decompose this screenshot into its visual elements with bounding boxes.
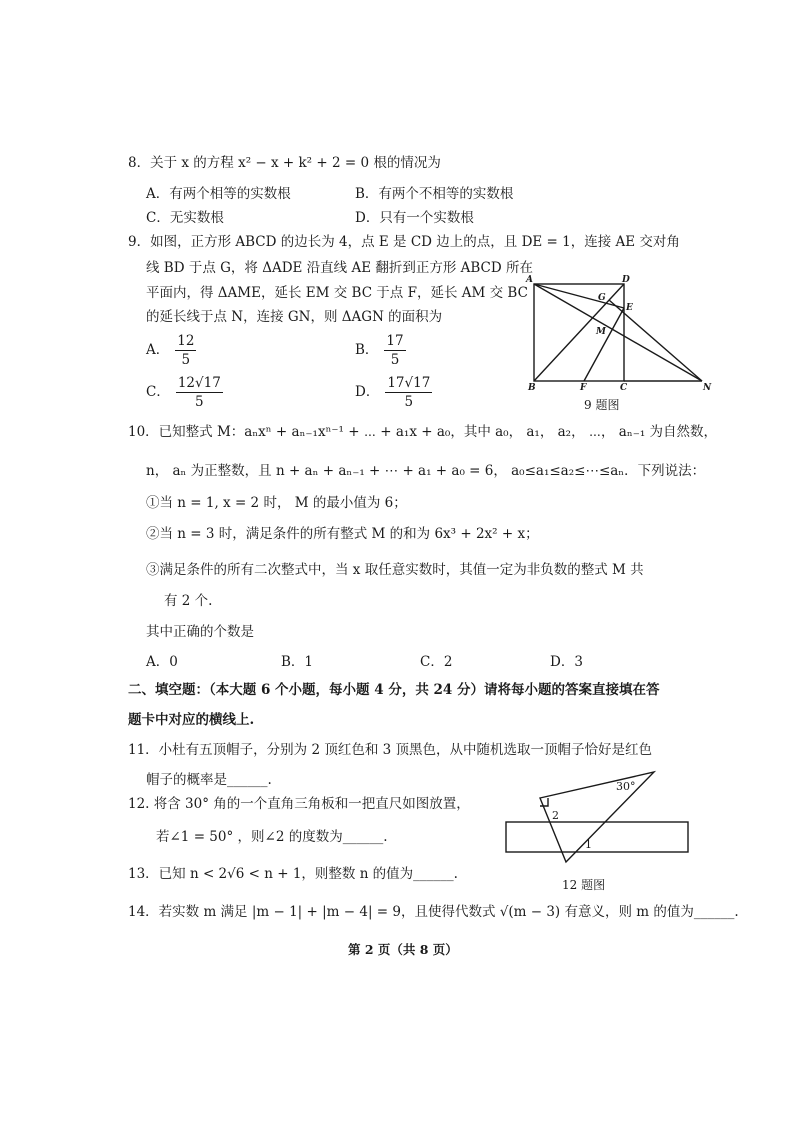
q9-option-a-fraction [175, 332, 196, 369]
q9-option-c-numerator: 12√17 [177, 375, 221, 391]
q12-angle-30-label: 30° [616, 780, 636, 793]
q9-option-a-label: A． [146, 342, 170, 358]
q8-option-b: B．有两个不相等的实数根 [355, 186, 514, 202]
label-c: C [620, 383, 628, 393]
q9-option-c-denominator: 5 [195, 394, 204, 410]
q14-line-1: 14．若实数 m 满足 |m − 1| + |m − 4| = 9，且使得代数式 √(m − 3) 有意义，则 m 的值为______. [128, 904, 739, 920]
q9-option-b-fraction [384, 332, 405, 369]
q9-option-d-numerator: 17√17 [387, 375, 431, 391]
q8-option-d: D．只有一个实数根 [355, 210, 474, 226]
q12-line-2: 若∠1 = 50° ，则∠2 的度数为______. [156, 829, 388, 845]
q9-option-c-label: C． [146, 384, 170, 400]
q9-line-1: 9．如图，正方形 ABCD 的边长为 4，点 E 是 CD 边上的点，且 DE = 1，连接 AE 交对角 [128, 234, 680, 250]
q8-option-a: A．有两个相等的实数根 [146, 186, 291, 202]
label-a: A [526, 275, 533, 285]
q9-option-d-fraction [385, 374, 432, 411]
q10-line-2: n， aₙ 为正整数，且 n + aₙ + aₙ₋₁ + ⋯ + a₁ + a₀ = 6， a₀≤a₁≤a₂≤⋯≤aₙ．下列说法： [146, 463, 706, 479]
segment-an [534, 284, 702, 381]
q9-geometry-figure [520, 272, 720, 394]
label-n: N [703, 383, 712, 393]
q9-option-d-denominator: 5 [404, 394, 414, 410]
q9-line-2: 线 BD 于点 G，将 ΔADE 沿直线 AE 翻折到正方形 ABCD 所在 [146, 260, 534, 276]
q10-line-1: 10．已知整式 M：aₙxⁿ + aₙ₋₁xⁿ⁻¹ + ⋯ + a₁x + a₀，其中 a₀， a₁， a₂， ⋯， aₙ₋₁ 为自然数， [128, 424, 718, 440]
q9-line-3: 平面内，得 ΔAME，延长 EM 交 BC 于点 F，延长 AM 交 BC [146, 285, 528, 301]
q9-option-b-denominator: 5 [390, 352, 400, 368]
q12-angle-1-label: 1 [585, 838, 592, 851]
q9-option-a-numerator: 12 [177, 333, 195, 349]
section-2-heading: 二、填空题：（本大题 6 个小题，每小题 4 分，共 24 分）请将每小题的答案直接填在答 [128, 682, 660, 698]
page-footer: 第 2 页（共 8 页） [348, 942, 458, 957]
section-2-heading-cont: 题卡中对应的横线上. [128, 712, 255, 728]
q11-line-2: 帽子的概率是______. [146, 772, 272, 788]
q12-line-1: 12. 将含 30° 角的一个直角三角板和一把直尺如图放置， [128, 796, 470, 812]
q9-figure-caption: 9 题图 [584, 398, 620, 412]
label-f: F [580, 383, 587, 393]
q9-option-a [146, 332, 196, 369]
q10-option-c: C．2 [420, 654, 453, 670]
q9-option-c [146, 374, 223, 411]
segment-ef [584, 308, 624, 381]
ruler [506, 822, 688, 852]
segment-ae [534, 284, 624, 308]
q9-option-d [355, 374, 432, 411]
q12-geometry-figure [500, 764, 698, 868]
q9-option-d-label: D． [355, 384, 380, 400]
label-g: G [598, 293, 606, 303]
q10-option-a: A．0 [146, 654, 178, 670]
q9-line-4: 的延长线于点 N，连接 GN，则 ΔAGN 的面积为 [146, 309, 443, 325]
q9-option-b-numerator: 17 [386, 333, 404, 349]
q10-option-b: B．1 [281, 654, 314, 670]
q10-option-d: D．3 [550, 654, 583, 670]
label-d: D [622, 275, 630, 285]
q12-angle-2-label: 2 [552, 809, 559, 822]
q13-line-1: 13．已知 n < 2√6 < n + 1，则整数 n 的值为______. [128, 866, 458, 882]
q11-line-1: 11．小杜有五顶帽子，分别为 2 顶红色和 3 顶黑色，从中随机选取一顶帽子恰好是红色 [128, 742, 653, 758]
q10-question: 其中正确的个数是 [146, 624, 254, 640]
q10-statement-1: ①当 n = 1, x = 2 时， M 的最小值为 6； [146, 495, 407, 511]
label-b: B [528, 383, 536, 393]
q9-option-b-label: B． [355, 342, 379, 358]
q8-stem: 8．关于 x 的方程 x² − x + k² + 2 = 0 根的情况为 [128, 155, 441, 171]
q10-statement-2: ②当 n = 3 时，满足条件的所有整式 M 的和为 6x³ + 2x² + x； [146, 526, 539, 542]
q9-option-b [355, 332, 406, 369]
label-m: M [596, 327, 606, 337]
q8-option-c: C．无实数根 [146, 210, 224, 226]
segment-gn [609, 300, 702, 381]
q12-figure-caption: 12 题图 [562, 878, 606, 892]
q9-option-a-denominator: 5 [181, 352, 191, 368]
q10-statement-3-cont: 有 2 个. [164, 593, 213, 609]
q9-option-c-fraction [176, 374, 223, 411]
q10-statement-3: ③满足条件的所有二次整式中，当 x 取任意实数时，其值一定为非负数的整式 M 共 [146, 562, 644, 578]
label-e: E [626, 303, 633, 313]
